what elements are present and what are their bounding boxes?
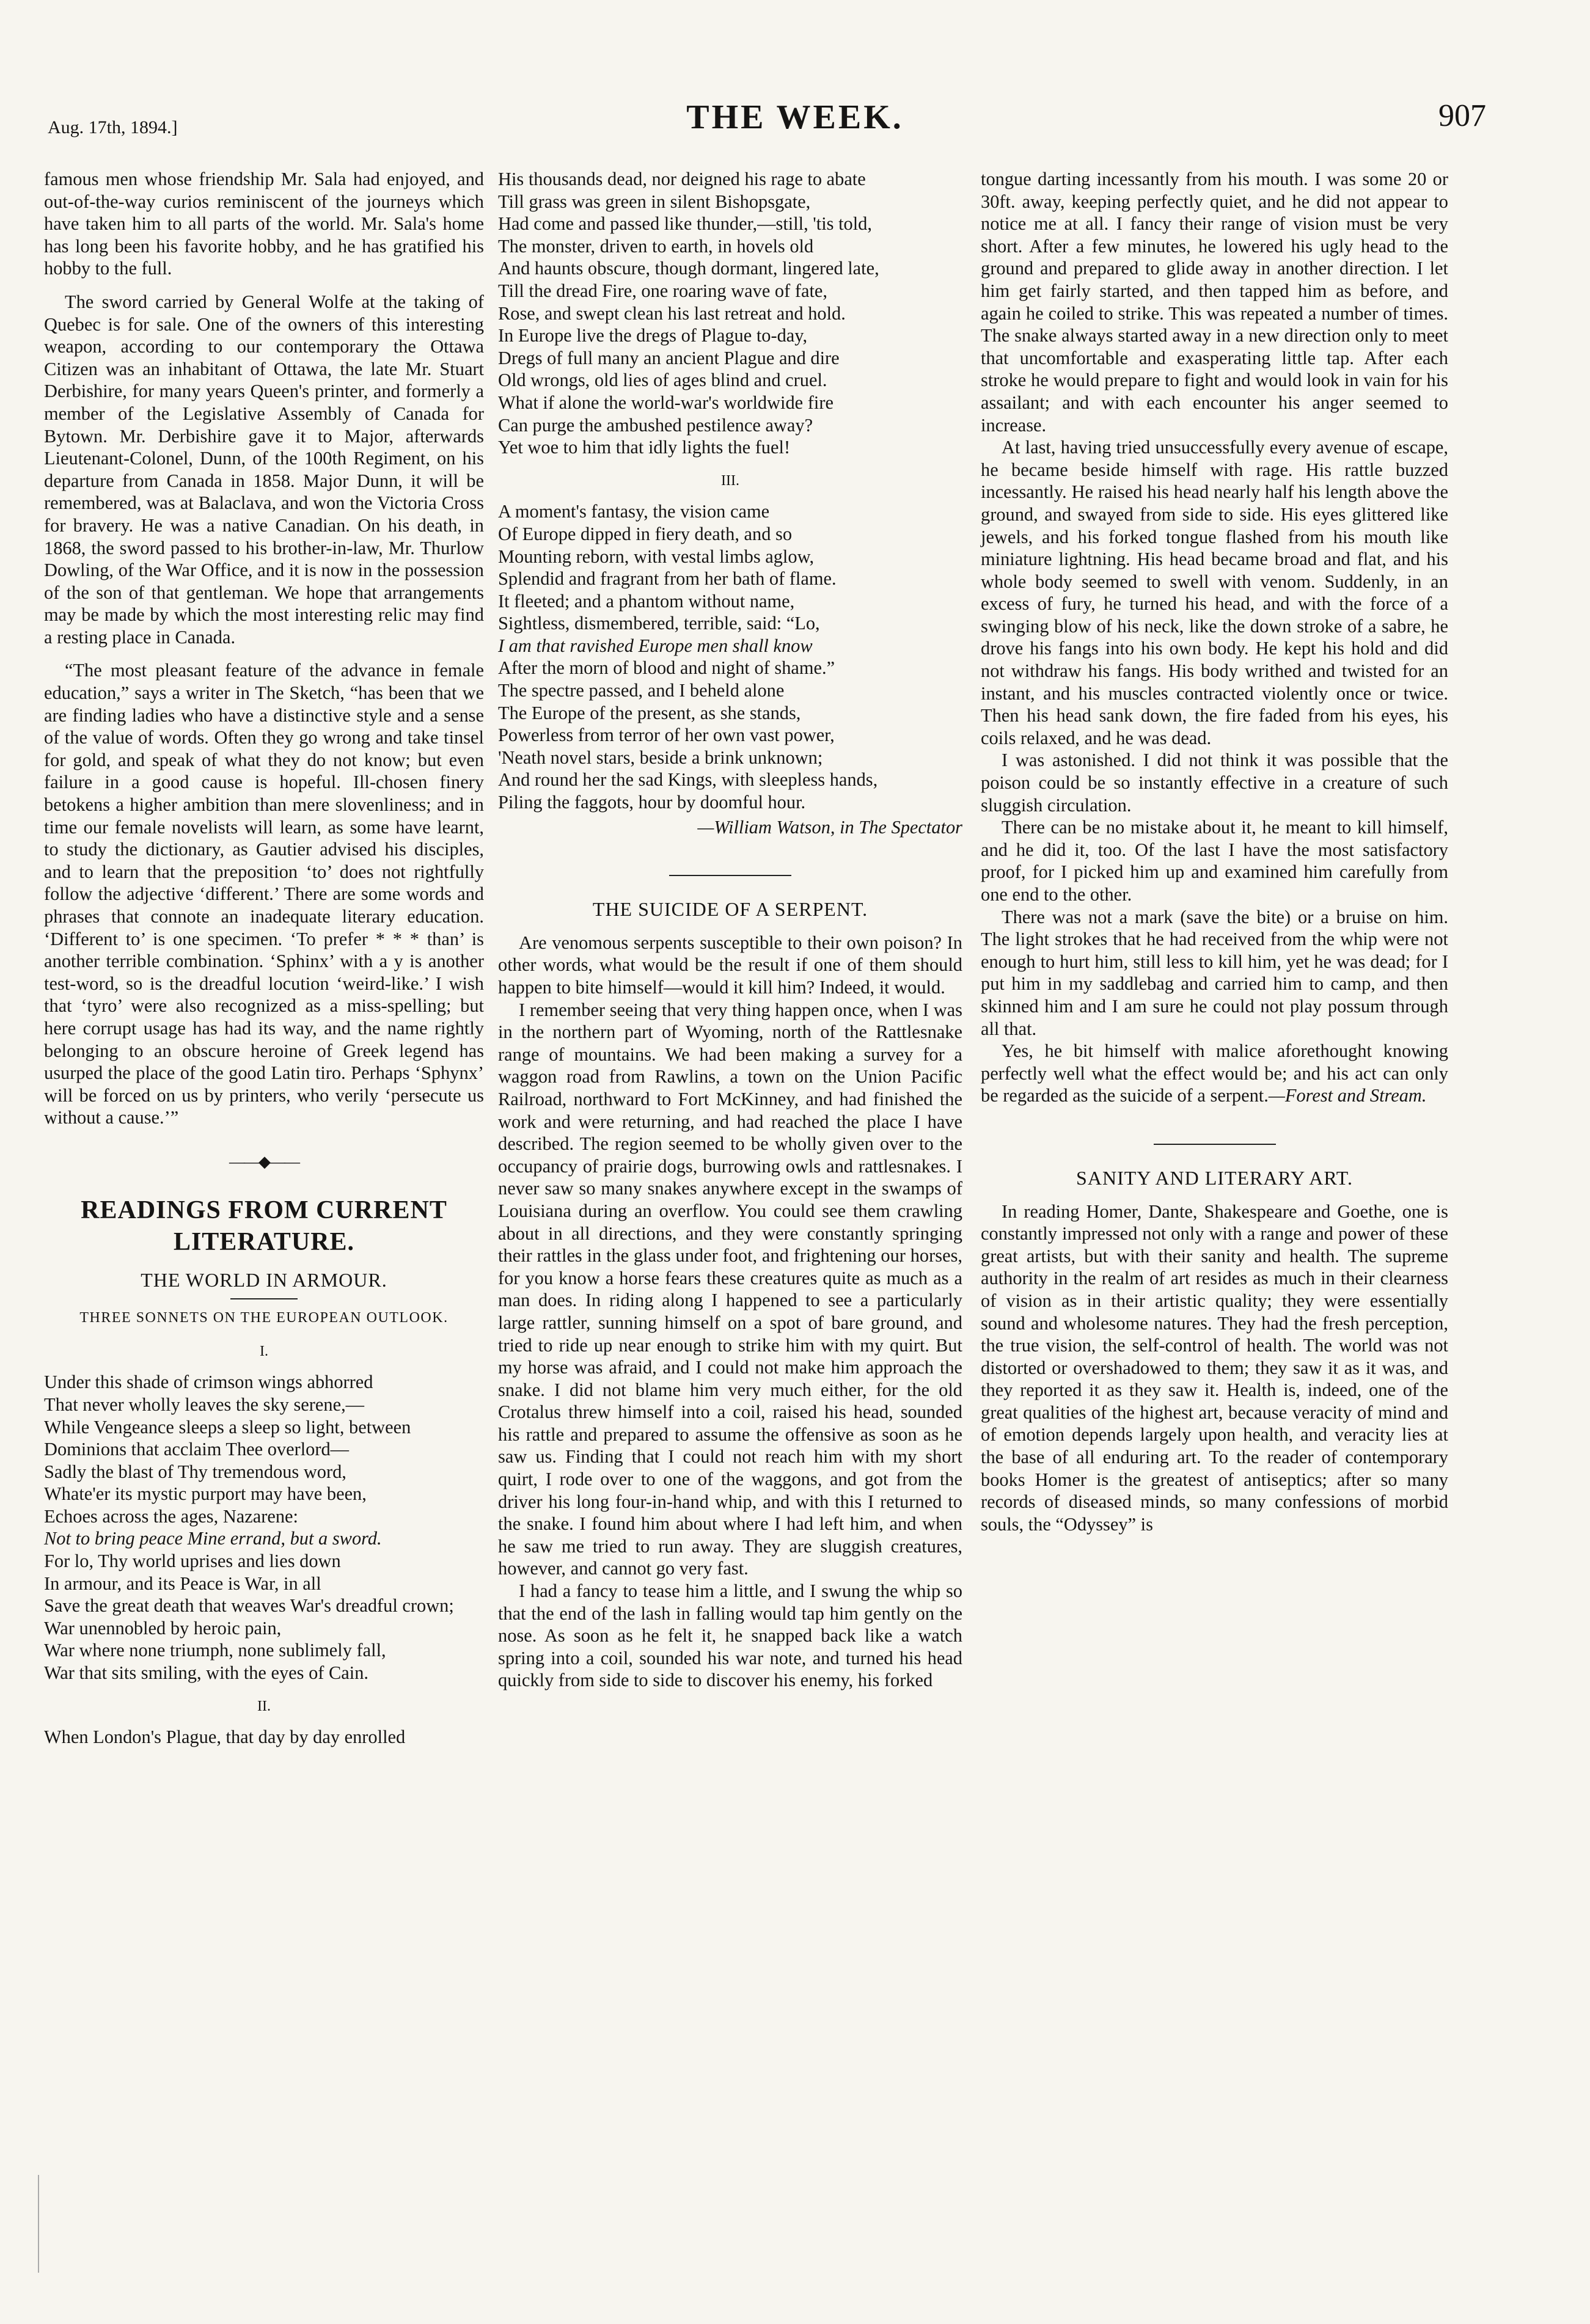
article-divider [669,875,791,876]
verse-line: The monster, driven to earth, in hovels old [498,235,814,257]
section-heading-line-2: LITERATURE. [173,1227,355,1256]
sonnet-2-rest [498,168,962,459]
verse-line: The spectre passed, and I beheld alone [498,680,785,701]
serpent-paragraph-9-text: Yes, he bit himself with malice aforethought knowing perfectly well what the effect would be; and his act can only be regarded as the suicide of a serpent. [981,1040,1448,1106]
verse-line: Powerless from terror of her own vast power, [498,725,835,746]
verse-line: War that sits smiling, with the eyes of Cain. [44,1662,369,1684]
wolfe-sword-paragraph: The sword carried by General Wolfe at the taking of Quebec is for sale. One of the owners of this interesting weapon, according to our contemporary the Ottawa Citizen was an inhabitant of Ottawa, the late Mr. Stuart Derbishire, for many years Queen's printer, and formerly a member of the Legislative Assembly of Canada for Bytown. Mr. Derbishire gave it to Major, afterwards Lieutenant-Colonel, Dunn, of the 100th Regiment, on his departure from Canada in 1858. Major Dunn, it will be remembered, was at Balaclava, and won the Victoria Cross for bravery. He was a native Canadian. On his death, in 1868, the sword passed to his brother-in-law, Mr. Thurlow Dowling, of the War Office, and it is now in the possession of the son of that gentleman. We hope that arrangements may be made by which the most interesting relic may find a resting place in Canada. [44,291,484,648]
serpent-attribution: —Forest and Stream. [1268,1085,1427,1106]
masthead-title: THE WEEK. [686,98,904,136]
title-rule [230,1298,298,1299]
verse-line: Till the dread Fire, one roaring wave of fate, [498,280,827,301]
verse-line: 'Neath novel stars, beside a brink unknown; [498,747,823,768]
verse-line: Yet woe to him that idly lights the fuel! [498,437,791,458]
column-3 [981,168,1448,1535]
verse-line: War where none triumph, none sublimely fall, [44,1640,386,1661]
verse-line: Piling the faggots, hour by doomful hour. [498,792,806,813]
article-divider [1154,1144,1276,1145]
verse-line: Of Europe dipped in fiery death, and so [498,523,793,544]
serpent-paragraph-9 [981,1040,1448,1107]
verse-line: Echoes across the ages, Nazarene: [44,1505,298,1527]
verse-line: What if alone the world-war's worldwide fire [498,392,833,413]
verse-line: Had come and passed like thunder,—still, 'tis told, [498,213,872,235]
section-heading-line-1: READINGS FROM CURRENT [81,1196,447,1224]
serpent-paragraph-7: There can be no mistake about it, he meant to kill himself, and he did it, too. Of the last I have the most satisfactory proof, for I picked him up and examined him carefully from one end to the other. [981,817,1448,905]
verse-line: Till grass was green in silent Bishopsgate, [498,191,811,212]
verse-line: Sightless, dismembered, terrible, said: “Lo, [498,613,820,634]
serpent-paragraph-3: I had a fancy to tease him a little, and I swung the whip so that the end of the lash in falling would tap him gently on the nose. As soon as he felt it, he snapped back like a watch spring into a coil, sounded his war note, and turned his head quickly from side to side to discover his enemy, his forked [498,1580,962,1691]
verse-line: After the morn of blood and night of shame.” [498,657,835,679]
verse-line: In armour, and its Peace is War, in all [44,1573,321,1594]
sonnet-2-start [44,1726,484,1748]
sonnet-numeral-i: I. [260,1343,268,1359]
sonnet-1 [44,1371,484,1684]
verse-line: Whate'er its mystic purport may have been, [44,1483,367,1505]
verse-line: The Europe of the present, as she stands, [498,702,801,723]
section-ornament: ——◆—— [229,1152,299,1171]
verse-line: In Europe live the dregs of Plague to-day, [498,325,808,346]
sonnet-3 [498,500,962,813]
article-title-serpent: THE SUICIDE OF A SERPENT. [592,898,868,921]
sonnet-numeral-iii: III. [721,472,739,489]
article-title-sanity: SANITY AND LITERARY ART. [1076,1166,1353,1189]
issue-date: Aug. 17th, 1894.] [48,117,178,137]
margin-scan-mark [38,2175,39,2273]
verse-line: And round her the sad Kings, with sleepless hands, [498,769,878,791]
verse-line: Splendid and fragrant from her bath of flame. [498,568,837,590]
verse-line: Can purge the ambushed pestilence away? [498,414,813,436]
page-number: 907 [1438,98,1486,133]
verse-line: It fleeted; and a phantom without name, [498,590,795,612]
verse-line: And haunts obscure, though dormant, lingered late, [498,258,879,279]
sala-paragraph: famous men whose friendship Mr. Sala had enjoyed, and out-of-the-way curios reminiscent of the journeys which have taken him to all parts of the world. Mr. Sala's home has long been his favorite hobby, and he has gratified his hobby to the full. [44,169,484,279]
verse-line: While Vengeance sleeps a sleep so light, between [44,1416,411,1438]
poem-subtitle: THREE SONNETS ON THE EUROPEAN OUTLOOK. [79,1310,449,1326]
verse-line: Rose, and swept clean his last retreat and hold. [498,302,846,324]
serpent-paragraph-5: At last, having tried unsuccessfully every avenue of escape, he became beside himself with rage. His rattle buzzed incessantly. He raised his head nearly half his length above the ground, and swayed from side to side. His eyes glittered like jewels, and his forked tongue flashed from his mouth like miniature lightning. His head became broad and flat, and his whole body seemed to swell with venom. Suddenly, in an excess of fury, he turned his head, and with the force of a swinging blow of his neck, like the down stroke of a sabre, he drove his fangs into his own body. He kept his hold and did not withdraw his fangs. His body writhed and twisted for an instant, and his muscles contracted violently once or twice. Then his head sank down, the fire faded from his eyes, his coils relaxed, and he was dead. [981,437,1448,748]
verse-line: That never wholly leaves the sky serene,— [44,1394,365,1415]
verse-line: Sadly the blast of Thy tremendous word, [44,1461,346,1482]
verse-line: A moment's fantasy, the vision came [498,501,770,522]
running-head [0,92,1590,165]
column-1 [44,168,484,1748]
serpent-paragraph-6: I was astonished. I did not think it was possible that the poison could be so instantly effective in a creature of such sluggish circulation. [981,750,1448,816]
column-2 [498,168,962,1692]
serpent-paragraph-1: Are venomous serpents susceptible to their own poison? In other words, what would be the result if one of them should happen to bite himself—would it kill him? Indeed, it would. [498,932,962,998]
verse-line: Mounting reborn, with vestal limbs aglow, [498,546,815,567]
sonnet-numeral-ii: II. [257,1698,271,1714]
poem-attribution: —William Watson, in The Spectator [697,816,962,838]
poem-title: THE WORLD IN ARMOUR. [141,1268,387,1291]
verse-line: For lo, Thy world uprises and lies down [44,1551,341,1572]
verse-line: I am that ravished Europe men shall know [498,635,813,656]
section-heading [44,1194,484,1258]
verse-line: Not to bring peace Mine errand, but a sword. [44,1528,382,1549]
serpent-paragraph-8: There was not a mark (save the bite) or a bruise on him. The light strokes that he had received from the whip were not enough to hurt him, still less to kill him, yet he was dead; for I put him in my saddlebag and carried him to camp, and then skinned him and I am sure he could not play possum through all that. [981,906,1448,1039]
female-education-paragraph: “The most pleasant feature of the advance in female education,” says a writer in The Sketch, “has been that we are finding ladies who have a distinctive style and a sense of the value of words. Often they go wrong and take tinsel for gold, and speak of what they do not know; but even failure in a good cause is hopeful. Ill-chosen finery betokens a higher ambition than mere slovenliness; and in time our female novelists will learn, as some have learnt, to study the dictionary, as Gautier advised his disciples, and to learn that the preposition ‘to’ does not rightfully follow the adjective ‘different.’ There are some words and phrases that connote an inadequate literary education. ‘Different to’ is one specimen. ‘To prefer * * * than’ is another terrible combination. ‘Sphinx’ with a y is another test-word, so is the dreadful locution ‘weird-like.’ I wish that ‘tyro’ were also recognized as a miss-spelling; but here corrupt usage has had its way, and the name rightly belonging to an obscure heroine of Greek legend has usurped the place of the good Latin tiro. Perhaps ‘Sphynx’ will be forced on us by printers, who verily ‘persecute us without a cause.’” [44,660,484,1128]
sanity-paragraph-1: In reading Homer, Dante, Shakespeare and Goethe, one is constantly impressed not only with a range and power of these great artists, but with their sanity and health. The supreme authority in the realm of art resides as much in their clearness of vision as in their artistic quality; they were essentially sound and wholesome natures. They had the fresh perception, the true vision, the self-control of health. The world was not distorted or overshadowed to them; they saw it as it was, and they reported it as they saw it. Health is, indeed, one of the great qualities of the highest art, because veracity of mind and of emotion depends largely upon health, and veracity lies at the base of all enduring art. To the reader of contemporary books Homer is the greatest of antiseptics; after so many records of diseased minds, so many confessions of morbid souls, the “Odyssey” is [981,1200,1448,1535]
verse-line: Under this shade of crimson wings abhorred [44,1372,373,1393]
verse-line: When London's Plague, that day by day enrolled [44,1727,406,1748]
serpent-paragraph-2: I remember seeing that very thing happen once, when I was in the northern part of Wyoming, north of the Rattlesnake range of mountains. We had been making a survey for a waggon road from Rawlins, a town on the Union Pacific Railroad, northward to Fort McKinney, and had finished the work and were returning, and had reached the place I have described. The region seemed to be wholly given over to the occupancy of prairie dogs, burrowing owls and rattlesnakes. I never saw so many snakes anywhere except in the swamps of Louisiana during an overflow. You could see them crawling about in all directions, and they were constantly springing their rattles in the glass under foot, and frightening our horses, for you know a horse fears these creatures quite as much as a man does. In riding along I happened to see a particularly large rattler, sunning himself on a spot of bare ground, and tried to ride up near enough to strike him with my quirt. But my horse was afraid, and I could not make him approach the snake. I did not blame him very much either, for the old Crotalus threw himself into a coil, raised his head, sounded his rattle and prepared to assume the offensive as soon as he saw us. Finding that I could not reach him with my short quirt, I rode over to one of the waggons, and got from the driver his long four-in-hand whip, and with this I returned to the snake. I found him about where I had left him, and when he saw me tried to run away. They are sluggish creatures, however, and cannot go very fast. [498,999,962,1579]
verse-line: Dominions that acclaim Thee overlord— [44,1439,350,1460]
verse-line: Dregs of full many an ancient Plague and dire [498,347,840,368]
verse-line: Old wrongs, old lies of ages blind and cruel. [498,370,827,391]
verse-line: Save the great death that weaves War's dreadful crown; [44,1595,454,1617]
serpent-paragraph-4: tongue darting incessantly from his mouth. I was some 20 or 30ft. away, keeping perfectly quiet, and he did not appear to notice me at all. I fancy their range of vision must be very short. After a few minutes, he lowered his ugly head to the ground and prepared to glide away in another direction. I let him get fairly started, and then tapped him as before, and again he coiled to strike. This was repeated a number of times. The snake always started away in a new direction only to meet that uncomfortable and exasperating little tap. After each stroke he would prepare to fight and would look in vain for his assailant; and with each encounter his anger seemed to increase. [981,169,1448,436]
verse-line: War unennobled by heroic pain, [44,1617,282,1639]
verse-line: His thousands dead, nor deigned his rage to abate [498,169,866,189]
